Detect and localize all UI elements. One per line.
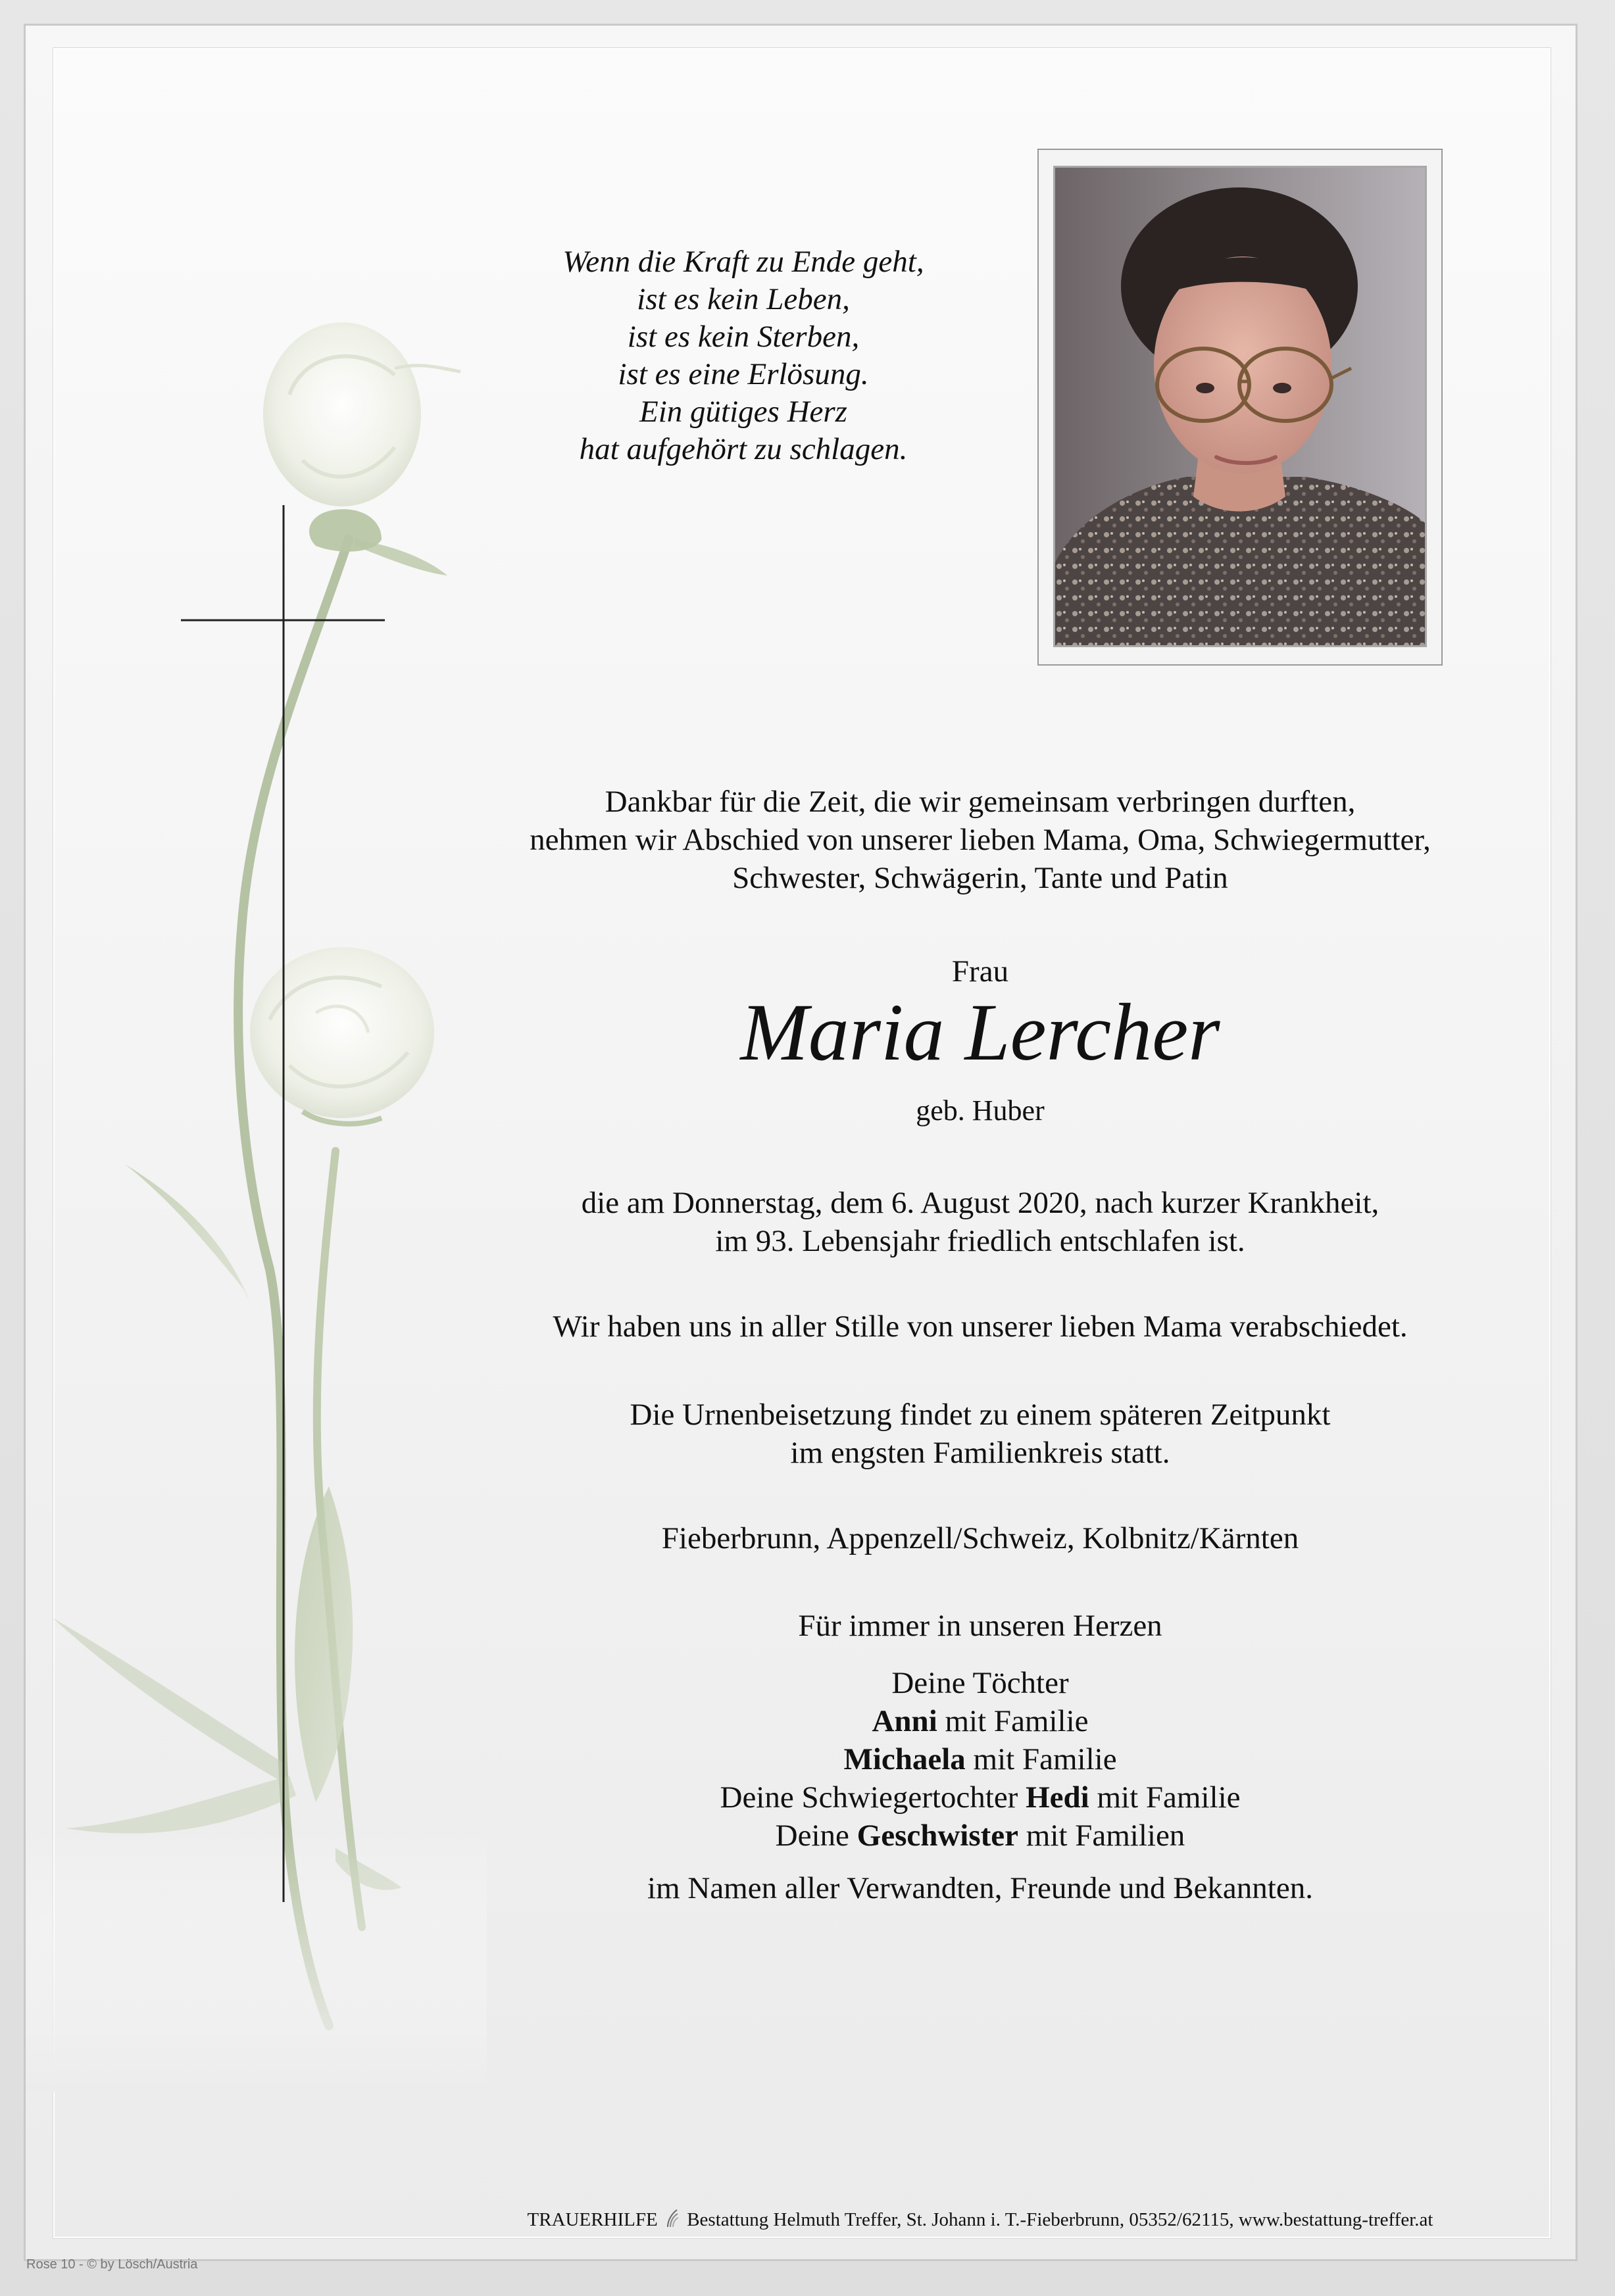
- mourner-name: Anni: [872, 1704, 937, 1738]
- on-behalf-text: [460, 1869, 1500, 1907]
- poem-line: hat aufgehört zu schlagen.: [579, 432, 908, 466]
- footer-text: Bestattung Helmuth Treffer, St. Johann i. T.-Fieberbrunn, 05352/62115, www.bestattung-treffer.at: [687, 2209, 1433, 2230]
- mourners-list: [460, 1664, 1500, 1855]
- poem-line: ist es kein Leben,: [637, 282, 850, 316]
- upper-rose: [263, 322, 460, 552]
- death-notice-line: die am Donnerstag, dem 6. August 2020, nach kurzer Krankheit,: [581, 1186, 1379, 1220]
- mourner-suffix: mit Familie: [1089, 1780, 1241, 1815]
- burial-line: Die Urnenbeisetzung findet zu einem späteren Zeitpunkt: [630, 1398, 1331, 1432]
- closing-text: [460, 1607, 1500, 1645]
- closing-line: Für immer in unseren Herzen: [798, 1609, 1162, 1643]
- mourner-suffix: mit Familie: [965, 1742, 1117, 1776]
- poem-line: Wenn die Kraft zu Ende geht,: [562, 245, 924, 279]
- intro-text: [460, 783, 1500, 897]
- rose-illustration: [26, 316, 487, 2091]
- farewell-line: Wir haben uns in aller Stille von unserer lieben Mama verabschiedet.: [553, 1309, 1408, 1344]
- mourner-anni: [460, 1702, 1500, 1740]
- footer-label: TRAUERHILFE: [527, 2209, 658, 2230]
- mourner-siblings: [460, 1817, 1500, 1855]
- mourner-name: Hedi: [1026, 1780, 1089, 1815]
- leaf: [66, 1776, 296, 1834]
- mourner-prefix: Deine Schwiegertochter: [720, 1780, 1026, 1815]
- intro-line: Dankbar für die Zeit, die wir gemeinsam verbringen durften,: [605, 785, 1356, 819]
- poem-line: ist es kein Sterben,: [627, 320, 860, 354]
- mourner-name: Geschwister: [857, 1819, 1019, 1853]
- poem-line: ist es eine Erlösung.: [618, 357, 869, 391]
- mourner-michaela: [460, 1740, 1500, 1778]
- mourner-suffix: mit Familie: [937, 1704, 1089, 1738]
- places-line: Fieberbrunn, Appenzell/Schweiz, Kolbnitz/Kärnten: [661, 1521, 1299, 1555]
- deceased-name: Maria Lercher: [740, 987, 1220, 1077]
- portrait-photo: [1053, 166, 1427, 647]
- places-text: [460, 1519, 1500, 1557]
- portrait-frame: [1037, 149, 1443, 666]
- mourner-name: Michaela: [843, 1742, 966, 1776]
- copyright-note: Rose 10 - © by Lösch/Austria: [26, 2257, 198, 2272]
- on-behalf-line: im Namen aller Verwandten, Freunde und Bekannten.: [647, 1871, 1313, 1905]
- intro-line: Schwester, Schwägerin, Tante und Patin: [732, 861, 1228, 895]
- mourner-suffix: mit Familien: [1018, 1819, 1185, 1853]
- death-notice: [460, 1184, 1500, 1260]
- trauerhilfe-logo-icon: [665, 2207, 680, 2230]
- leaf: [125, 1164, 250, 1302]
- intro-line: nehmen wir Abschied von unserer lieben Mama, Oma, Schwiegermutter,: [530, 823, 1431, 857]
- poem-line: Ein gütiges Herz: [639, 395, 847, 429]
- footer: [460, 2207, 1500, 2231]
- mourner-prefix: Deine: [775, 1819, 857, 1853]
- birth-name-text: geb. Huber: [916, 1094, 1045, 1127]
- burial-line: im engsten Familienkreis statt.: [790, 1436, 1170, 1470]
- mourner-hedi: [460, 1778, 1500, 1817]
- honorific: Frau: [951, 954, 1009, 989]
- farewell-text: [460, 1307, 1500, 1346]
- title-frau: [460, 952, 1500, 990]
- lower-rose: [250, 947, 434, 1124]
- leaf: [53, 1618, 283, 1782]
- death-notice-line: im 93. Lebensjahr friedlich entschlafen ist.: [715, 1224, 1245, 1258]
- daughters-label: Deine Töchter: [891, 1666, 1069, 1700]
- birth-name: [460, 1092, 1500, 1130]
- burial-text: [460, 1396, 1500, 1472]
- poem: [447, 243, 1039, 468]
